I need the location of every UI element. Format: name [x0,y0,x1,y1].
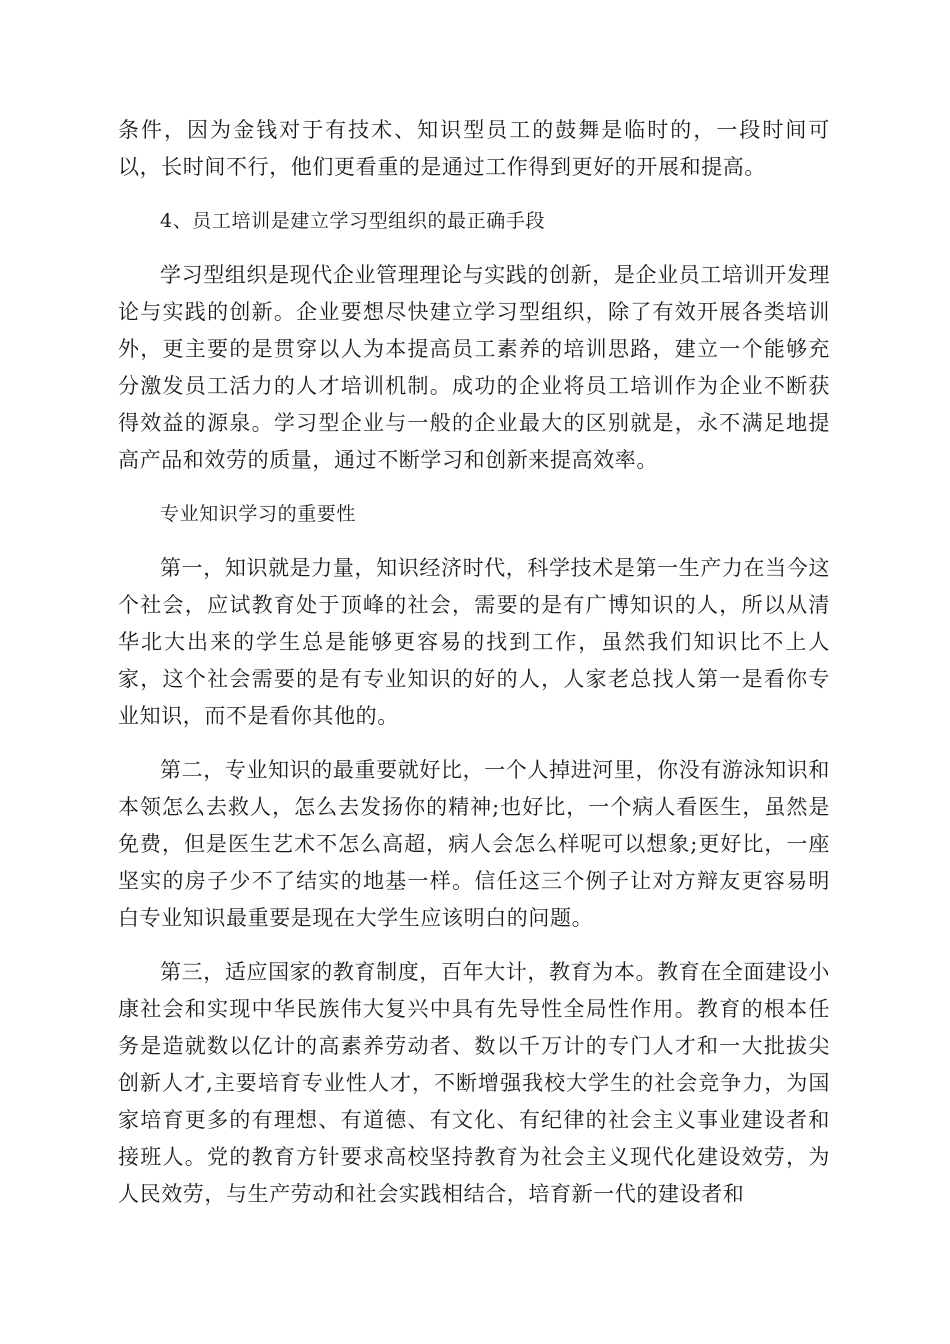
paragraph-gap [118,533,830,550]
paragraph: 学习型组织是现代企业管理理论与实践的创新，是企业员工培训开发理论与实践的创新。企业要想尽快建立学习型组织，除了有效开展各类培训外，更主要的是贯穿以人为本提高员工素养的培训思路，建立一个能够充分激发员工活力的人才培训机制。成功的企业将员工培训作为企业不断获得效益的源泉。学习型企业与一般的企业最大的区别就是，永不满足地提高产品和效劳的质量，通过不断学习和创新来提高效率。 [118,263,830,472]
paragraph-gap [118,240,830,257]
paragraph-gap [118,479,830,496]
paragraph-gap [118,937,830,954]
paragraph: 第二，专业知识的最重要就好比，一个人掉进河里，你没有游泳知识和本领怎么去救人，怎么去发扬你的精神;也好比，一个病人看医生，虽然是免费，但是医生艺术不怎么高超，病人会怎么样呢可以想象;更好比，一座坚实的房子少不了结实的地基一样。信任这三个例子让对方辩友更容易明白专业知识最重要是现在大学生应该明白的问题。 [118,758,830,930]
document-page [118,112,830,1213]
section-heading: 专业知识学习的重要性 [160,503,357,525]
section-heading: 4、员工培训是建立学习型组织的最正确手段 [160,210,546,232]
paragraph-gap [118,735,830,752]
paragraph-gap [118,186,830,203]
paragraph: 第一，知识就是力量，知识经济时代，科学技术是第一生产力在当今这个社会，应试教育处于顶峰的社会，需要的是有广博知识的人，所以从清华北大出来的学生总是能够更容易的找到工作，虽然我们知识比不上人家，这个社会需要的是有专业知识的好的人，人家老总找人第一是看你专业知识，而不是看你其他的。 [118,556,830,728]
paragraph: 第三，适应国家的教育制度，百年大计，教育为本。教育在全面建设小康社会和实现中华民族伟大复兴中具有先导性全局性作用。教育的根本任务是造就数以亿计的高素养劳动者、数以千万计的专门人才和一大批拔尖创新人才,主要培育专业性人才，不断增强我校大学生的社会竞争力，为国家培育更多的有理想、有道德、有文化、有纪律的社会主义事业建设者和接班人。党的教育方针要求高校坚持教育为社会主义现代化建设效劳，为人民效劳，与生产劳动和社会实践相结合，培育新一代的建设者和 [118,960,830,1206]
paragraph-continuation: 条件，因为金钱对于有技术、知识型员工的鼓舞是临时的，一段时间可以，长时间不行，他们更看重的是通过工作得到更好的开展和提高。 [118,118,830,179]
